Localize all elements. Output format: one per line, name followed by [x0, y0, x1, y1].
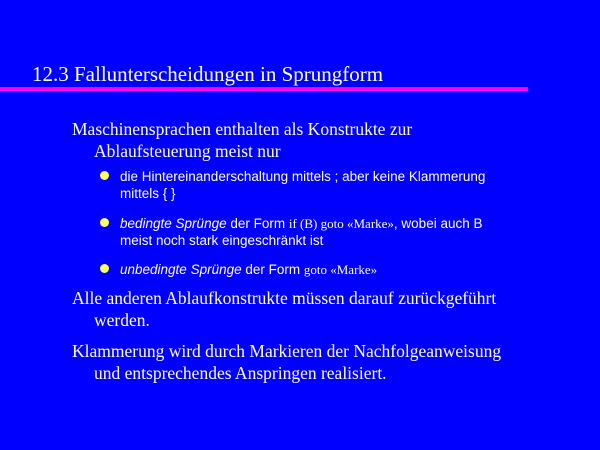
intro-line-2: Ablaufsteuerung meist nur	[94, 141, 281, 161]
bullet-1-line-2: mittels { }	[120, 186, 176, 201]
bullet-2-line-2: meist noch stark eingeschränkt ist	[120, 233, 324, 248]
paragraph-2	[72, 287, 572, 331]
intro-line-1: Maschinensprachen enthalten als Konstrukte zur	[72, 119, 413, 139]
intro-paragraph	[72, 118, 572, 162]
slide-title: 12.3 Fallunterscheidungen in Sprungform	[32, 62, 384, 86]
bullet-3-text: der Form	[241, 262, 304, 277]
paragraph-3-line-1: Klammerung wird durch Markieren der Nachfolgeanweisung	[72, 341, 502, 361]
bullet-1-line-1: die Hintereinanderschaltung mittels ; aber keine Klammerung	[120, 169, 486, 184]
bullet-icon	[100, 264, 109, 273]
bullet-2-rest: , wobei auch B	[393, 216, 483, 231]
bullet-icon	[100, 218, 109, 227]
paragraph-3-line-2: und entsprechendes Anspringen realisiert.	[94, 363, 387, 383]
bullet-icon	[100, 171, 109, 180]
paragraph-3	[72, 340, 572, 384]
title-underline	[0, 87, 528, 91]
bullet-2-text: der Form	[226, 216, 289, 231]
bullet-3-code: goto «Marke»	[303, 262, 378, 277]
bullet-3-emphasis: unbedingte Sprünge	[120, 262, 242, 277]
bullet-2-emphasis: bedingte Sprünge	[120, 216, 227, 231]
bullet-2-code: if (B) goto «Marke»	[288, 216, 394, 231]
paragraph-2-line-1: Alle anderen Ablaufkonstrukte müssen darauf zurückgeführt	[72, 288, 497, 308]
paragraph-2-line-2: werden.	[94, 310, 150, 330]
